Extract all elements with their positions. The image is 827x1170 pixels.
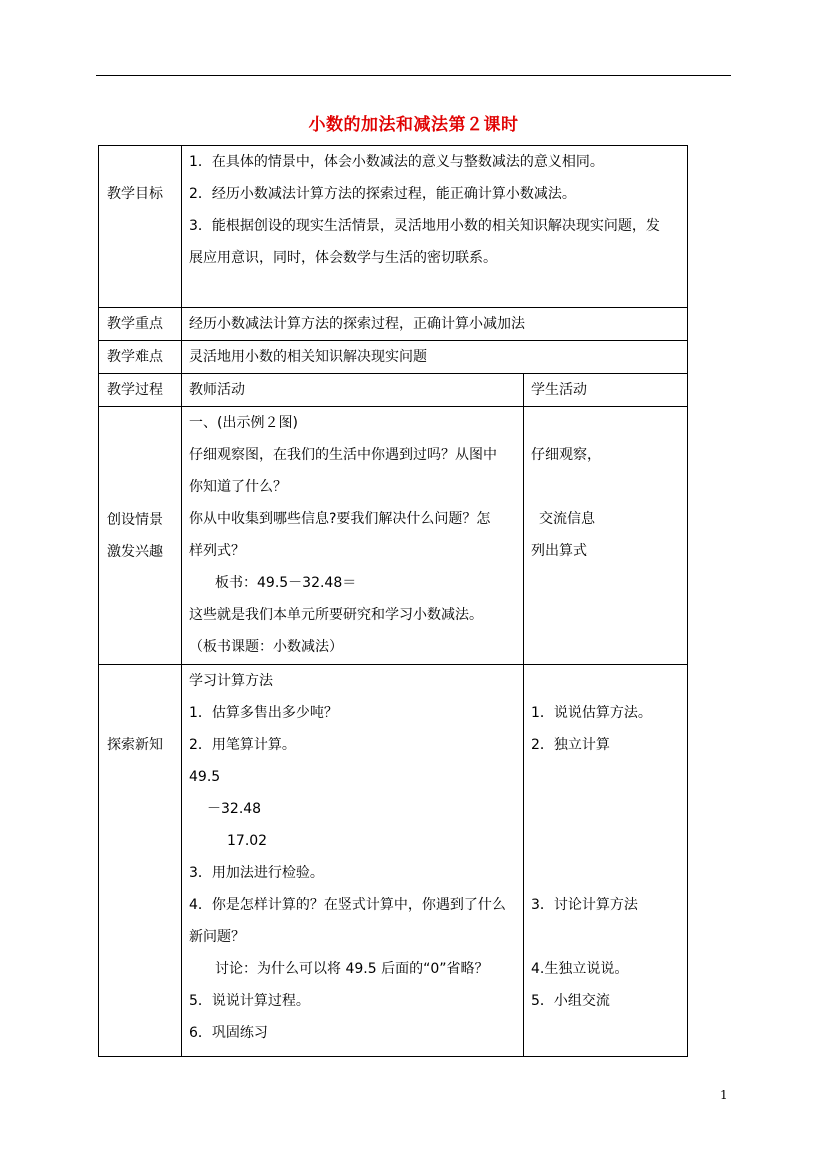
process-header-row (99, 374, 688, 407)
intro-label-line2: 激发兴趣 (107, 543, 163, 560)
intro-teacher-line: 你从中收集到哪些信息?要我们解决什么问题？怎 (189, 511, 491, 527)
explore-teacher-line: 3．用加法进行检验。 (189, 865, 324, 881)
intro-student (524, 407, 688, 665)
intro-teacher-line: 这些就是我们本单元所要研究和学习小数减法。 (189, 607, 483, 623)
explore-row (99, 665, 688, 1057)
key-point-label: 教学重点 (99, 308, 182, 341)
intro-row (99, 407, 688, 665)
explore-teacher-line: －32.48 (207, 801, 262, 817)
goal-2: 2．经历小数减法计算方法的探索过程，能正确计算小数减法。 (189, 186, 576, 202)
key-point-text: 经历小数减法计算方法的探索过程，正确计算小减加法 (182, 308, 688, 341)
explore-student-line: 1．说说估算方法。 (531, 705, 652, 721)
explore-teacher-line: 1．估算多售出多少吨？ (189, 705, 338, 721)
explore-teacher-line: 学习计算方法 (189, 673, 273, 689)
difficulty-label: 教学难点 (99, 341, 182, 374)
difficulty-text: 灵活地用小数的相关知识解决现实问题 (182, 341, 688, 374)
intro-teacher-line: （板书课题：小数减法） (189, 639, 343, 655)
intro-teacher-line: 仔细观察图，在我们的生活中你遇到过吗？从图中 (189, 447, 497, 463)
teacher-activity-header: 教师活动 (182, 374, 524, 407)
explore-student-line: 3．讨论计算方法 (531, 897, 638, 913)
explore-teacher-line: 4．你是怎样计算的？在竖式计算中，你遇到了什么 (189, 897, 506, 913)
explore-label: 探索新知 (99, 665, 182, 1057)
page-number: 1 (720, 1088, 728, 1102)
intro-teacher (182, 407, 524, 665)
explore-teacher-line: 49.5 (189, 769, 221, 785)
explore-student-line: 2．独立计算 (531, 737, 610, 753)
goals-label: 教学目标 (99, 146, 182, 308)
intro-label-line1: 创设情景 (107, 511, 163, 528)
page-title: 小数的加法和减法第２课时 (308, 115, 519, 135)
intro-teacher-line: 一、(出示例２图) (189, 415, 298, 431)
difficulty-row (99, 341, 688, 374)
explore-teacher-line: 17.02 (227, 833, 268, 849)
student-activity-header: 学生活动 (524, 374, 688, 407)
intro-label (99, 407, 182, 665)
goals-content (182, 146, 688, 308)
explore-teacher (182, 665, 524, 1057)
explore-teacher-line: 6．巩固练习 (189, 1025, 268, 1041)
explore-student-line: 4.生独立说说。 (531, 961, 629, 977)
lesson-plan-table (98, 145, 688, 1057)
goals-row (99, 146, 688, 308)
explore-student-line: 5．小组交流 (531, 993, 610, 1009)
explore-teacher-line: 新问题？ (189, 929, 245, 945)
explore-student (524, 665, 688, 1057)
explore-teacher-line: 5．说说计算过程。 (189, 993, 310, 1009)
goal-3: 3．能根据创设的现实生活情景，灵活地用小数的相关知识解决现实问题，发 (189, 218, 660, 234)
process-label: 教学过程 (99, 374, 182, 407)
key-point-row (99, 308, 688, 341)
intro-teacher-line: 板书：49.5－32.48＝ (215, 575, 357, 591)
goal-3-cont: 展应用意识，同时，体会数学与生活的密切联系。 (189, 250, 497, 266)
intro-student-line: 交流信息 (539, 511, 595, 527)
explore-teacher-line: 2．用笔算计算。 (189, 737, 296, 753)
intro-teacher-line: 样列式？ (189, 543, 245, 559)
intro-student-line: 列出算式 (531, 543, 587, 559)
header-rule (96, 75, 731, 76)
intro-teacher-line: 你知道了什么？ (189, 479, 287, 495)
intro-student-line: 仔细观察， (531, 447, 601, 463)
explore-teacher-line: 讨论：为什么可以将 49.5 后面的“0”省略？ (215, 961, 489, 977)
goal-1: 1．在具体的情景中，体会小数减法的意义与整数减法的意义相同。 (189, 154, 604, 170)
